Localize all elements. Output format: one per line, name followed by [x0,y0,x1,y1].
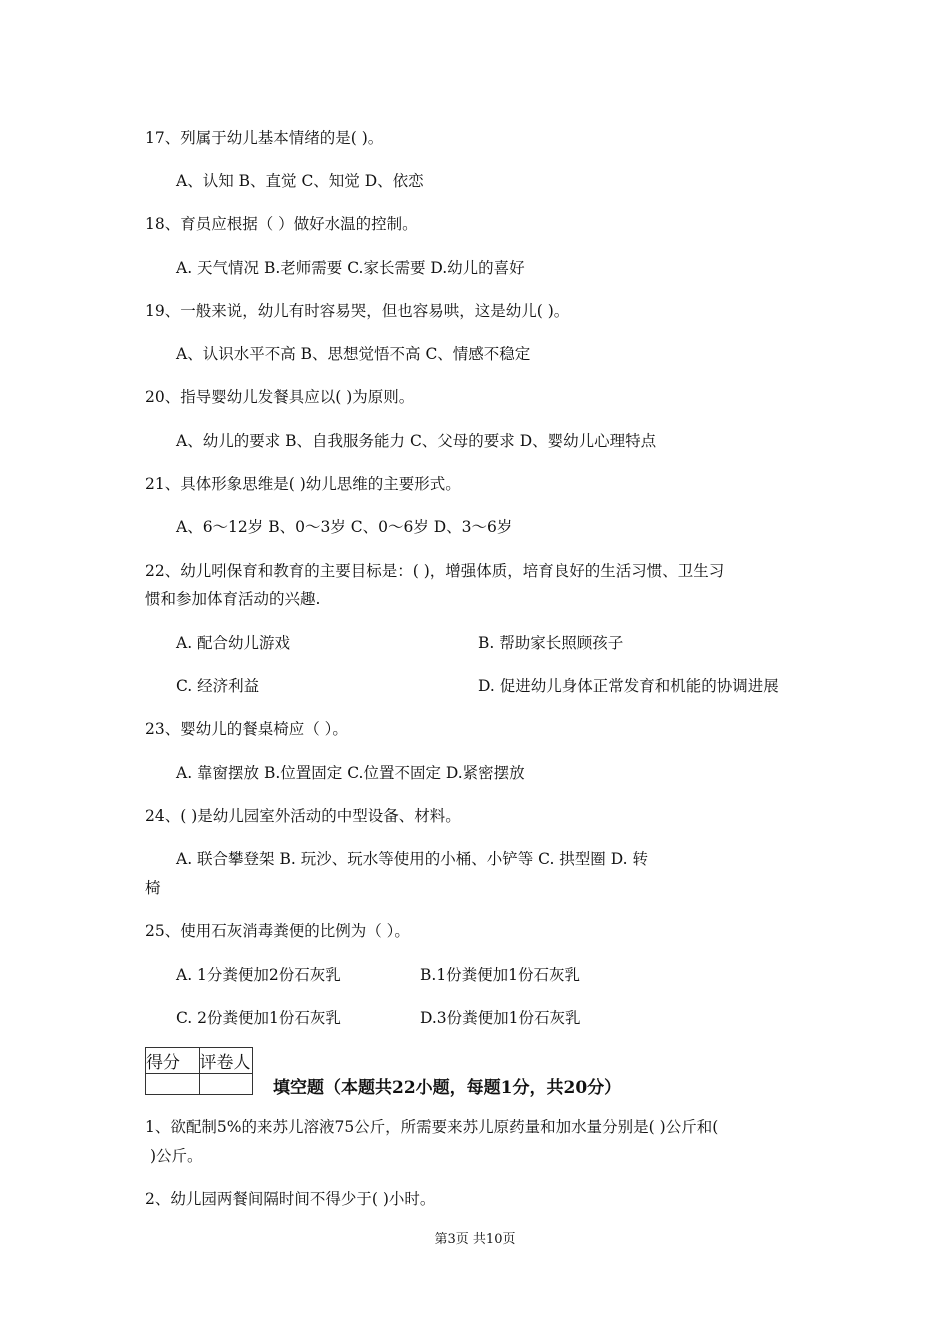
grader-header: 评卷人 [199,1048,253,1074]
question-25-option-b: B.1份粪便加1份石灰乳 [420,966,581,984]
question-23-stem: 23、婴幼儿的餐桌椅应（ ）。 [145,720,348,738]
question-18-options: A. 天气情况 B.老师需要 C.家长需要 D.幼儿的喜好 [176,259,525,277]
question-25-option-d: D.3份粪便加1份石灰乳 [420,1009,581,1027]
question-22-option-d: D. 促进幼儿身体正常发育和机能的协调进展 [478,677,779,695]
question-24-options-cont: 椅 [145,879,161,897]
question-21-options: A、6～12岁 B、0～3岁 C、0～6岁 D、3～6岁 [176,518,513,536]
fill-question-1-cont: )公斤。 [150,1147,203,1165]
question-23-options: A. 靠窗摆放 B.位置固定 C.位置不固定 D.紧密摆放 [176,764,525,782]
question-20-stem: 20、指导婴幼儿发餐具应以( )为原则。 [145,388,415,406]
question-22-stem: 22、幼儿吲保育和教育的主要目标是：( )，增强体质，培育良好的生活习惯、卫生习 [145,562,725,580]
score-cell[interactable] [146,1074,200,1095]
question-21-stem: 21、具体形象思维是( )幼儿思维的主要形式。 [145,475,461,493]
question-25-option-a: A. 1分粪便加2份石灰乳 [176,966,341,984]
page-footer: 第3页 共10页 [434,1232,516,1247]
question-24-options: A. 联合攀登架 B. 玩沙、玩水等使用的小桶、小铲等 C. 拱型圈 D. 转 [176,850,648,868]
question-19-options: A、认识水平不高 B、思想觉悟不高 C、情感不稳定 [176,345,531,363]
question-24-stem: 24、( )是幼儿园室外活动的中型设备、材料。 [145,807,461,825]
question-25-option-c: C. 2份粪便加1份石灰乳 [176,1009,341,1027]
question-18-stem: 18、育员应根据（ ）做好水温的控制。 [145,215,418,233]
question-20-options: A、幼儿的要求 B、自我服务能力 C、父母的要求 D、婴幼儿心理特点 [176,432,657,450]
question-22-option-c: C. 经济利益 [176,677,260,695]
grader-cell[interactable] [199,1074,253,1095]
question-19-stem: 19、一般来说，幼儿有时容易哭，但也容易哄，这是幼儿( )。 [145,302,570,320]
question-22-option-a: A. 配合幼儿游戏 [176,634,291,652]
question-25-stem: 25、使用石灰消毒粪便的比例为（ ）。 [145,922,410,940]
question-22-option-b: B. 帮助家长照顾孩子 [478,634,624,652]
question-22-stem-cont: 惯和参加体育活动的兴趣. [145,590,321,608]
score-header: 得分 [146,1048,200,1074]
fill-question-1: 1、欲配制5%的来苏儿溶液75公斤，所需要来苏儿原药量和加水量分别是( )公斤和( [145,1118,719,1136]
section-title: 填空题（本题共22小题，每题1分，共20分） [273,1078,622,1098]
fill-question-2: 2、幼儿园两餐间隔时间不得少于( )小时。 [145,1190,436,1208]
score-table [145,1047,253,1095]
question-17-stem: 17、列属于幼儿基本情绪的是( )。 [145,129,384,147]
question-17-options: A、认知 B、直觉 C、知觉 D、依恋 [176,172,424,190]
